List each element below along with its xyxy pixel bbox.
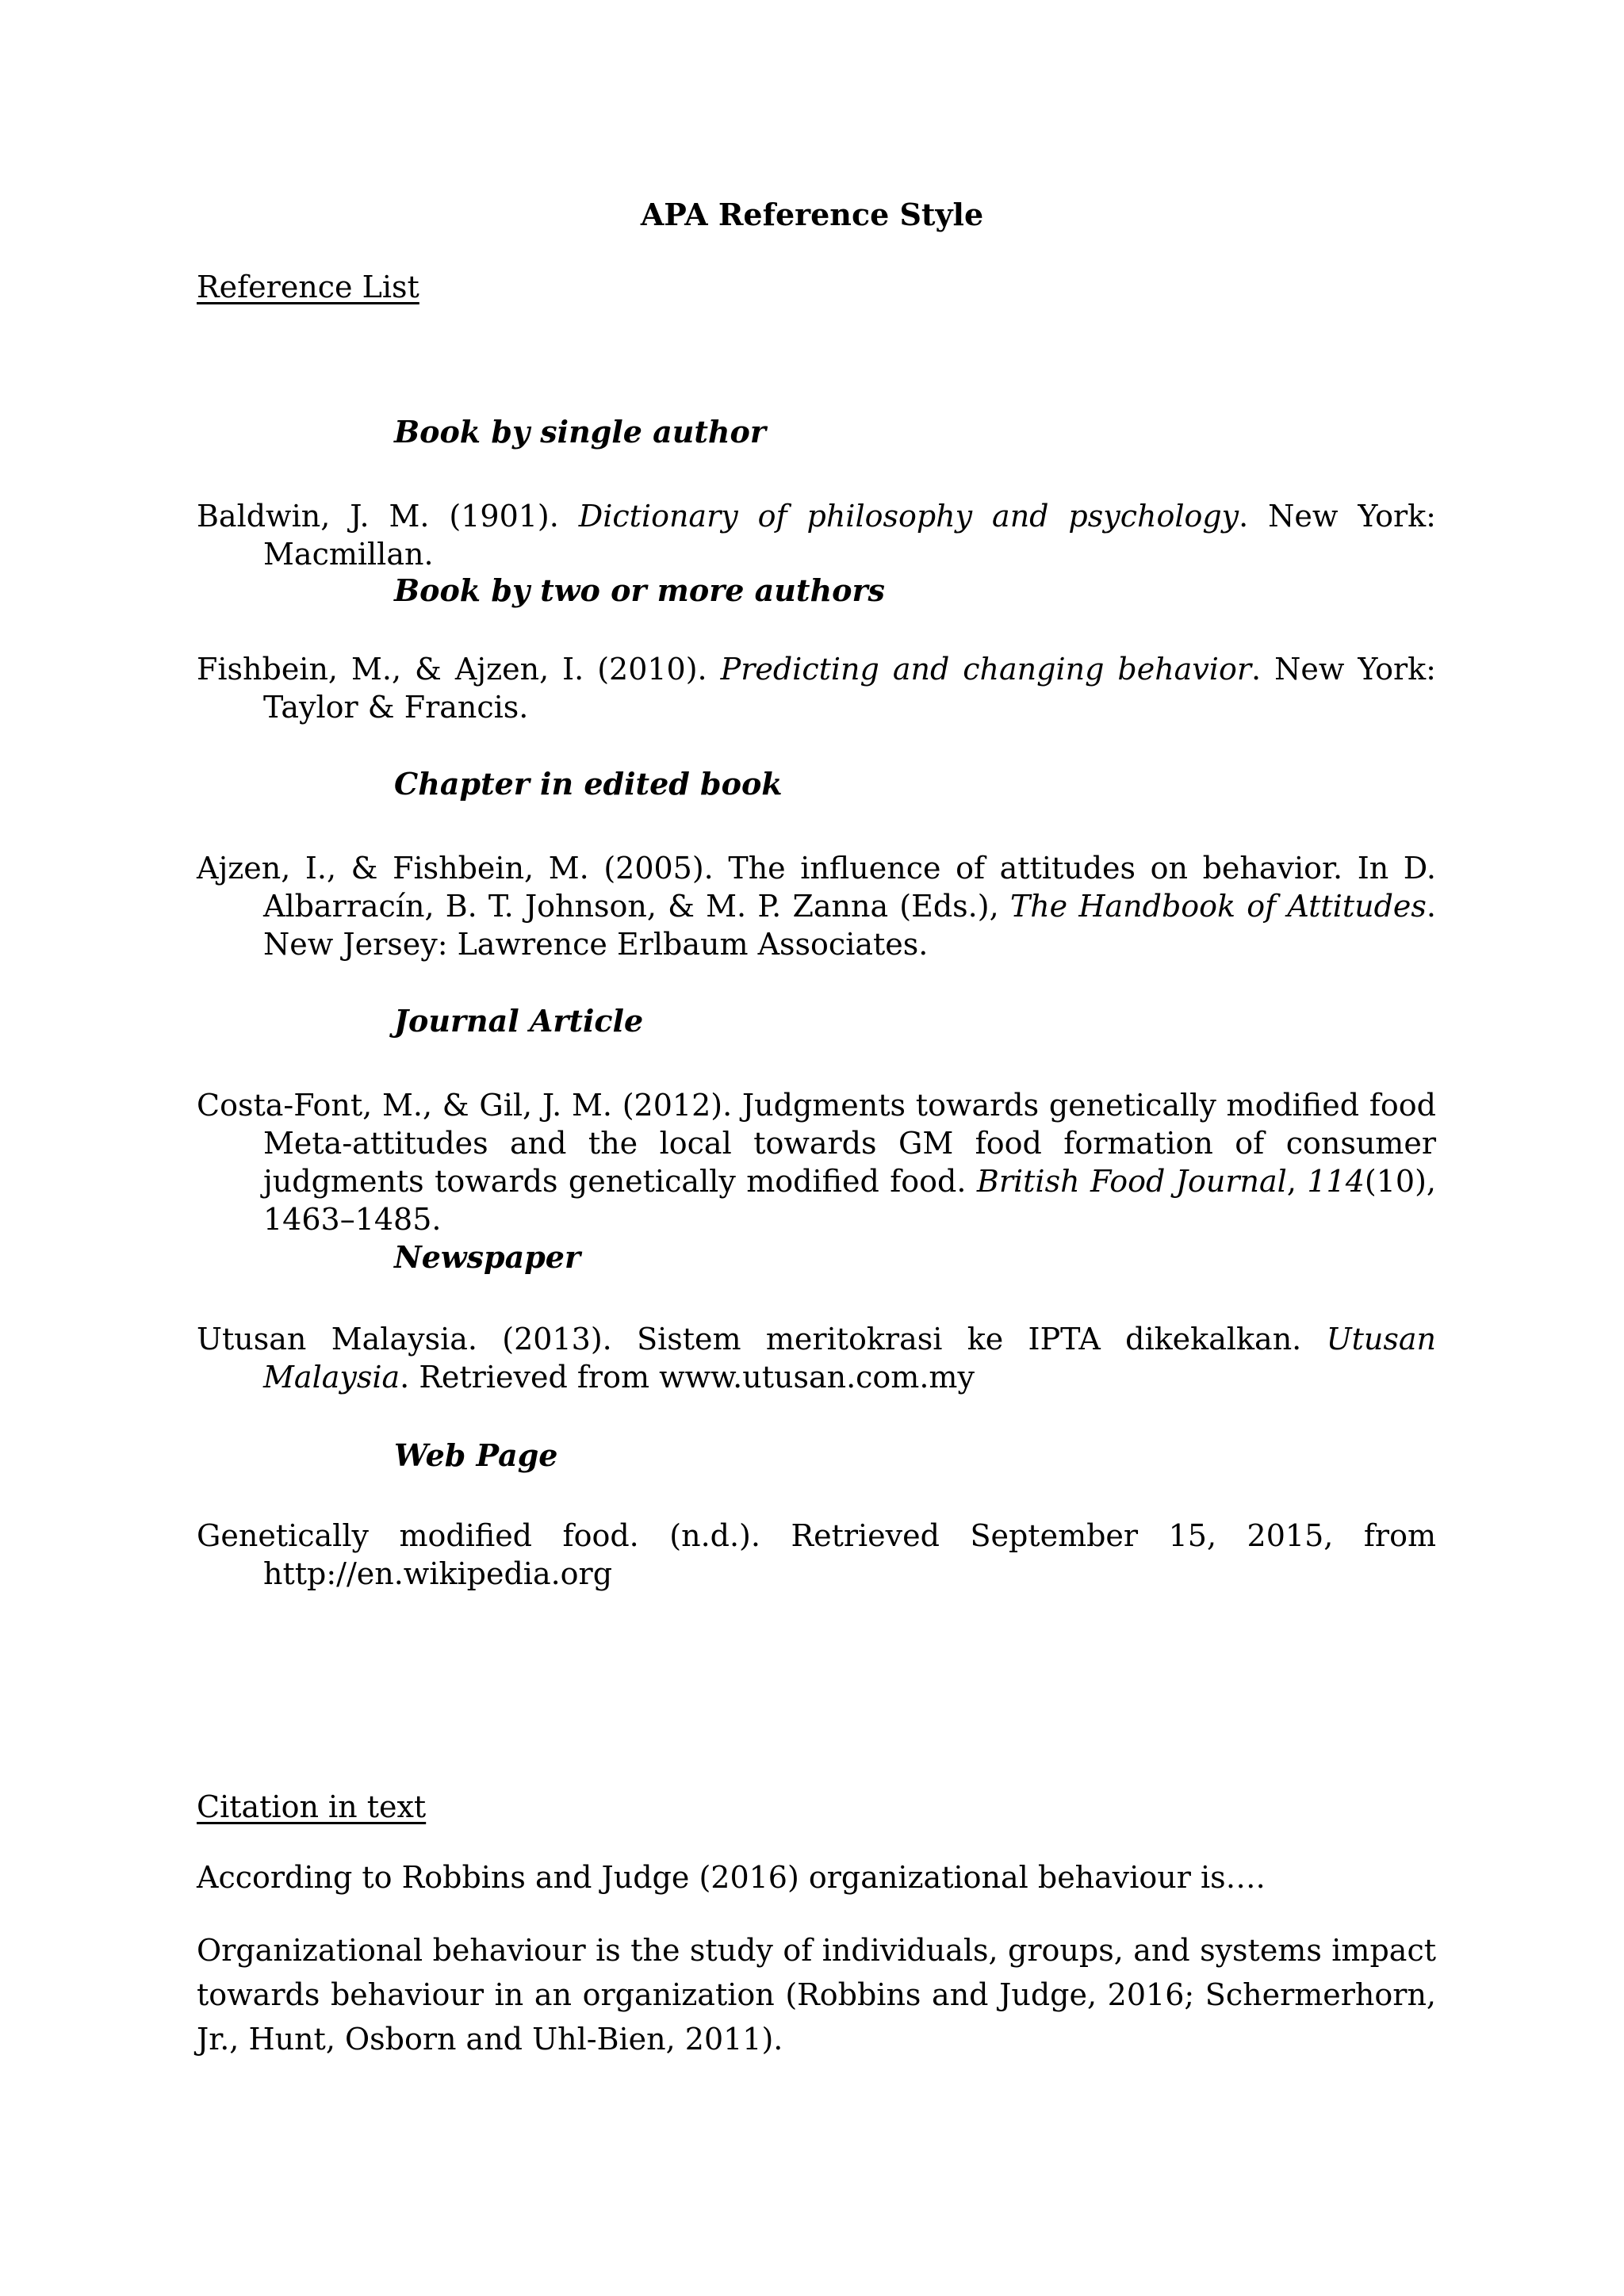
reference-text: Baldwin, J. M. (1901). — [197, 499, 579, 534]
reference-text: , — [1286, 1164, 1308, 1199]
reference-italic-text: Dictionary of philosophy and psychology — [578, 499, 1239, 534]
entry-heading: Book by single author — [394, 414, 766, 450]
reference-entry — [197, 650, 1436, 726]
reference-text: . New York: Macmillan. — [263, 499, 1436, 572]
entry-heading: Web Page — [394, 1437, 558, 1473]
reference-text: Costa-Font, M., & Gil, J. M. (2012). Judgments towards genetically modified food Meta-attitudes and the local towards GM food formation of consumer judgments towards genetically modified food. — [197, 1088, 1436, 1199]
citation-paragraph: Organizational behaviour is the study of individuals, groups, and systems impact towards behaviour in an organization (Robbins and Judge, 2016; Schermerhorn, Jr., Hunt, Osborn and Uhl-Bien, 2011). — [197, 1933, 1436, 2057]
reference-italic-text: 114 — [1307, 1164, 1365, 1199]
reference-text: . Retrieved from www.utusan.com.my — [400, 1360, 975, 1395]
reference-entry — [197, 849, 1436, 963]
reference-list-label: Reference List — [197, 270, 419, 304]
document-title: APA Reference Style — [640, 197, 984, 232]
reference-entry — [197, 1320, 1436, 1396]
reference-text: Genetically modified food. (n.d.). Retrieved September 15, 2015, from http://en.wikipedia.org — [197, 1518, 1436, 1591]
reference-italic-text: British Food Journal — [976, 1164, 1287, 1199]
citation-label: Citation in text — [197, 1789, 427, 1824]
reference-entry — [197, 1086, 1436, 1238]
reference-entry — [197, 1517, 1436, 1593]
reference-text: . New Jersey: Lawrence Erlbaum Associates. — [263, 889, 1436, 962]
reference-text: Fishbein, M., & Ajzen, I. (2010). — [197, 652, 721, 687]
entry-heading: Journal Article — [394, 1003, 644, 1039]
reference-text: (10), 1463–1485. — [263, 1164, 1436, 1237]
reference-italic-text: Utusan Malaysia — [263, 1322, 1436, 1395]
entry-heading: Book by two or more authors — [394, 572, 885, 608]
reference-text: . New York: Taylor & Francis. — [263, 652, 1436, 725]
citation-paragraph: According to Robbins and Judge (2016) organizational behaviour is…. — [197, 1860, 1266, 1895]
reference-italic-text: Predicting and changing behavior — [720, 652, 1252, 687]
entry-heading: Newspaper — [394, 1239, 580, 1275]
reference-italic-text: The Handbook of Attitudes — [1009, 889, 1427, 924]
reference-entry — [197, 497, 1436, 573]
reference-text: Ajzen, I., & Fishbein, M. (2005). The influence of attitudes on behavior. In D. Albarracín, B. T. Johnson, & M. P. Zanna (Eds.), — [197, 851, 1436, 924]
entry-heading: Chapter in edited book — [394, 766, 783, 802]
reference-text: Utusan Malaysia. (2013). Sistem meritokrasi ke IPTA dikekalkan. — [197, 1322, 1327, 1357]
